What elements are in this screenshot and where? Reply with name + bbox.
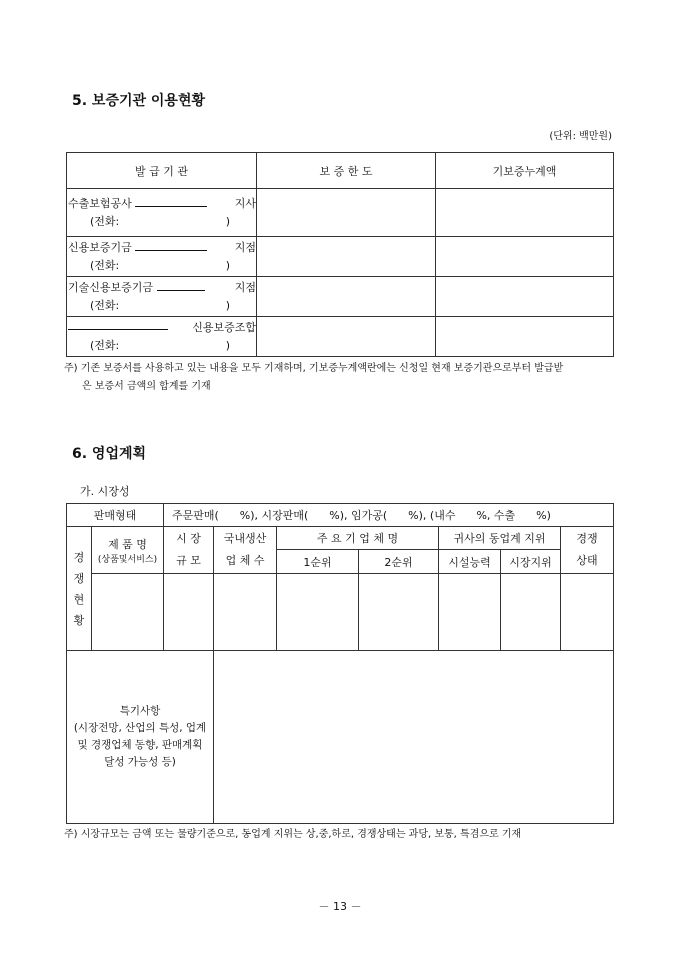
product-header: 제 품 명 (상품및서비스) bbox=[92, 527, 164, 574]
section6-note: 주) 시장규모는 금액 또는 물량기준으로, 동업계 지위는 상,중,하로, 경쟁상태는 과당, 보통, 특겸으로 기재 bbox=[64, 829, 522, 840]
limit-cell[interactable] bbox=[257, 189, 436, 237]
guarantee-table bbox=[66, 152, 614, 357]
market-position-header: 시장지위 bbox=[501, 550, 561, 574]
subsection-title: 가. 시장성 bbox=[80, 485, 130, 498]
input-cell[interactable] bbox=[439, 574, 501, 651]
org-row: 기술신용보증기금 지점 (전화: ) bbox=[67, 277, 257, 317]
sales-type-value[interactable]: 주문판매( %), 시장판매( %), 임가공( %), (내수 %, 수출 %) bbox=[164, 504, 614, 527]
rank1-header: 1순위 bbox=[277, 550, 359, 574]
section5-note: 주) 기존 보증서를 사용하고 있는 내용을 모두 기재하며, 기보증누계액란에는 신청일 현재 보증기관으로부터 발급받 은 보증서 금액의 합계를 기재 bbox=[64, 363, 564, 392]
market-size-header: 시 장 규 모 bbox=[164, 527, 214, 574]
input-cell[interactable] bbox=[164, 574, 214, 651]
section6-title: 6. 영업계획 bbox=[72, 446, 147, 462]
unit-label: (단위: 백만원) bbox=[549, 131, 612, 142]
limit-cell[interactable] bbox=[257, 237, 436, 277]
input-cell[interactable] bbox=[561, 574, 614, 651]
limit-cell[interactable] bbox=[257, 317, 436, 357]
input-cell[interactable] bbox=[92, 574, 164, 651]
position-header: 귀사의 동업계 지위 bbox=[439, 527, 561, 550]
header-issuer: 발 급 기 관 bbox=[67, 153, 257, 189]
section5-title: 5. 보증기관 이용현황 bbox=[72, 93, 205, 109]
input-cell[interactable] bbox=[214, 574, 277, 651]
special-notes-input[interactable] bbox=[214, 651, 614, 824]
major-companies-header: 주 요 기 업 체 명 bbox=[277, 527, 439, 550]
cumulative-cell[interactable] bbox=[436, 277, 614, 317]
org-row: 신용보증기금 지점 (전화: ) bbox=[67, 237, 257, 277]
special-notes-label: 특기사항 (시장전망, 산업의 특성, 업계 및 경쟁업체 동향, 판매계획 달성 가능성 등) bbox=[67, 651, 214, 824]
cumulative-cell[interactable] bbox=[436, 237, 614, 277]
input-cell[interactable] bbox=[501, 574, 561, 651]
page-number: － 13 － bbox=[318, 900, 362, 913]
header-cumulative: 기보증누계액 bbox=[436, 153, 614, 189]
domestic-count-header: 국내생산 업 체 수 bbox=[214, 527, 277, 574]
input-cell[interactable] bbox=[359, 574, 439, 651]
competition-state-header: 경쟁 상태 bbox=[561, 527, 614, 574]
limit-cell[interactable] bbox=[257, 277, 436, 317]
cumulative-cell[interactable] bbox=[436, 317, 614, 357]
sales-type-label: 판매형태 bbox=[67, 504, 164, 527]
rank2-header: 2순위 bbox=[359, 550, 439, 574]
facility-header: 시설능력 bbox=[439, 550, 501, 574]
header-limit: 보 증 한 도 bbox=[257, 153, 436, 189]
org-row: 신용보증조합 (전화: ) bbox=[67, 317, 257, 357]
market-table bbox=[66, 503, 614, 824]
competition-label: 경 쟁 현 황 bbox=[67, 527, 92, 651]
input-cell[interactable] bbox=[277, 574, 359, 651]
org-row: 수출보험공사 지사 (전화: ) bbox=[67, 189, 257, 237]
cumulative-cell[interactable] bbox=[436, 189, 614, 237]
